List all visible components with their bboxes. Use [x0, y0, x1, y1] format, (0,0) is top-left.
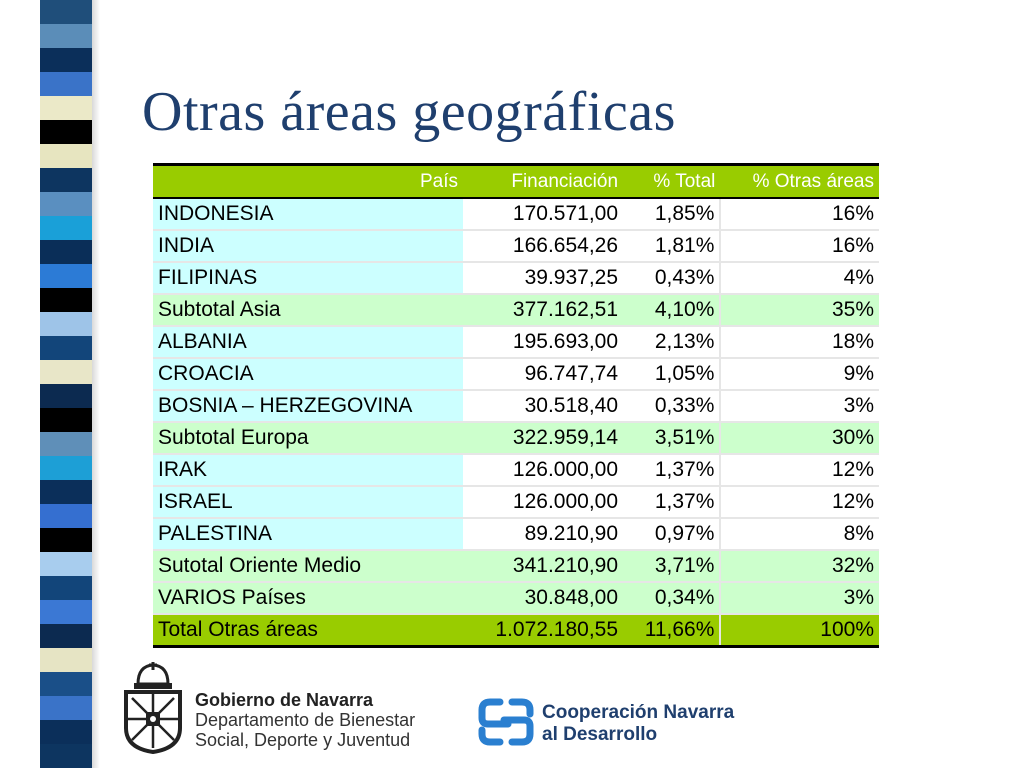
cell-percent-total: 3,71%	[623, 550, 720, 582]
header-percent-other-areas: % Otras áreas	[720, 165, 879, 199]
stripe-segment	[40, 168, 92, 192]
table-row	[153, 326, 879, 358]
cell-financing: 89.210,90	[463, 518, 623, 550]
stripe-shadow	[92, 0, 100, 768]
subtotal-row	[153, 582, 879, 614]
header-financing: Financiación	[463, 165, 623, 199]
cell-financing: 126.000,00	[463, 486, 623, 518]
cell-percent-other-areas: 3%	[720, 582, 879, 614]
stripe-segment	[40, 144, 92, 168]
stripe-segment	[40, 312, 92, 336]
stripe-segment	[40, 216, 92, 240]
government-name: Gobierno de Navarra	[195, 690, 374, 710]
cell-percent-other-areas: 12%	[720, 486, 879, 518]
stripe-segment	[40, 288, 92, 312]
cell-percent-total: 0,34%	[623, 582, 720, 614]
cell-percent-other-areas: 8%	[720, 518, 879, 550]
cell-country: ALBANIA	[153, 326, 463, 358]
table-row	[153, 198, 879, 230]
cell-percent-total: 1,37%	[623, 454, 720, 486]
financing-table	[153, 163, 879, 648]
decorative-stripe-bar	[40, 0, 92, 768]
cell-percent-total: 0,33%	[623, 390, 720, 422]
cooperation-text	[542, 702, 734, 746]
cell-country: IRAK	[153, 454, 463, 486]
cell-country: FILIPINAS	[153, 262, 463, 294]
stripe-segment	[40, 504, 92, 528]
stripe-segment	[40, 552, 92, 576]
cell-country: Total Otras áreas	[153, 614, 463, 647]
stripe-segment	[40, 576, 92, 600]
table-row	[153, 518, 879, 550]
cell-country: Subtotal Asia	[153, 294, 463, 326]
header-percent-total: % Total	[623, 165, 720, 199]
cooperation-knot-icon	[478, 696, 534, 748]
stripe-segment	[40, 624, 92, 648]
cell-country: Sutotal Oriente Medio	[153, 550, 463, 582]
stripe-segment	[40, 72, 92, 96]
stripe-segment	[40, 120, 92, 144]
stripe-segment	[40, 240, 92, 264]
stripe-segment	[40, 336, 92, 360]
cell-country: VARIOS Países	[153, 582, 463, 614]
cell-percent-total: 4,10%	[623, 294, 720, 326]
stripe-segment	[40, 384, 92, 408]
slide-title: Otras áreas geográficas	[142, 81, 676, 143]
subtotal-row	[153, 294, 879, 326]
cell-percent-total: 0,43%	[623, 262, 720, 294]
table-row	[153, 358, 879, 390]
cell-financing: 39.937,25	[463, 262, 623, 294]
cell-country: INDIA	[153, 230, 463, 262]
stripe-segment	[40, 456, 92, 480]
stripe-segment	[40, 96, 92, 120]
cell-financing: 170.571,00	[463, 198, 623, 230]
cell-percent-total: 11,66%	[623, 614, 720, 647]
cell-percent-other-areas: 16%	[720, 198, 879, 230]
department-line-2: Social, Deporte y Juventud	[195, 730, 411, 750]
cell-percent-total: 1,85%	[623, 198, 720, 230]
table-row	[153, 454, 879, 486]
cell-financing: 166.654,26	[463, 230, 623, 262]
cell-percent-other-areas: 32%	[720, 550, 879, 582]
stripe-segment	[40, 0, 92, 24]
cell-financing: 341.210,90	[463, 550, 623, 582]
cell-percent-other-areas: 30%	[720, 422, 879, 454]
cell-percent-other-areas: 35%	[720, 294, 879, 326]
stripe-segment	[40, 192, 92, 216]
header-country: País	[153, 165, 463, 199]
stripe-segment	[40, 528, 92, 552]
cell-country: CROACIA	[153, 358, 463, 390]
cell-percent-other-areas: 16%	[720, 230, 879, 262]
stripe-segment	[40, 600, 92, 624]
government-text	[195, 690, 415, 750]
stripe-segment	[40, 648, 92, 672]
cell-percent-other-areas: 9%	[720, 358, 879, 390]
stripe-segment	[40, 408, 92, 432]
table-header-row	[153, 165, 879, 199]
stripe-segment	[40, 48, 92, 72]
cell-percent-other-areas: 100%	[720, 614, 879, 647]
cell-percent-total: 1,05%	[623, 358, 720, 390]
cell-financing: 126.000,00	[463, 454, 623, 486]
cell-financing: 1.072.180,55	[463, 614, 623, 647]
stripe-segment	[40, 744, 92, 768]
cell-financing: 96.747,74	[463, 358, 623, 390]
cell-percent-total: 1,81%	[623, 230, 720, 262]
cell-country: INDONESIA	[153, 198, 463, 230]
footer-logos	[122, 662, 742, 762]
table-body	[153, 198, 879, 647]
stripe-segment	[40, 720, 92, 744]
cell-financing: 30.518,40	[463, 390, 623, 422]
table-row	[153, 390, 879, 422]
table-row	[153, 262, 879, 294]
stripe-segment	[40, 264, 92, 288]
cell-country: BOSNIA – HERZEGOVINA	[153, 390, 463, 422]
cell-country: ISRAEL	[153, 486, 463, 518]
department-line-1: Departamento de Bienestar	[195, 710, 416, 730]
cell-percent-total: 1,37%	[623, 486, 720, 518]
cell-percent-other-areas: 3%	[720, 390, 879, 422]
stripe-segment	[40, 432, 92, 456]
cell-financing: 195.693,00	[463, 326, 623, 358]
stripe-segment	[40, 360, 92, 384]
stripe-segment	[40, 480, 92, 504]
cooperation-name-line-1: Cooperación Navarra	[542, 702, 735, 723]
cell-percent-total: 0,97%	[623, 518, 720, 550]
cell-financing: 322.959,14	[463, 422, 623, 454]
cell-percent-other-areas: 4%	[720, 262, 879, 294]
subtotal-row	[153, 550, 879, 582]
cell-financing: 377.162,51	[463, 294, 623, 326]
table-row	[153, 486, 879, 518]
stripe-segment	[40, 672, 92, 696]
navarra-coat-of-arms-icon	[122, 662, 184, 754]
table-row	[153, 230, 879, 262]
cell-percent-other-areas: 12%	[720, 454, 879, 486]
cell-percent-total: 3,51%	[623, 422, 720, 454]
stripe-segment	[40, 24, 92, 48]
cell-percent-total: 2,13%	[623, 326, 720, 358]
cell-country: PALESTINA	[153, 518, 463, 550]
cell-country: Subtotal Europa	[153, 422, 463, 454]
cell-percent-other-areas: 18%	[720, 326, 879, 358]
subtotal-row	[153, 422, 879, 454]
cooperation-name-line-2: al Desarrollo	[542, 724, 658, 745]
grand-total-row	[153, 614, 879, 647]
cell-financing: 30.848,00	[463, 582, 623, 614]
stripe-segment	[40, 696, 92, 720]
